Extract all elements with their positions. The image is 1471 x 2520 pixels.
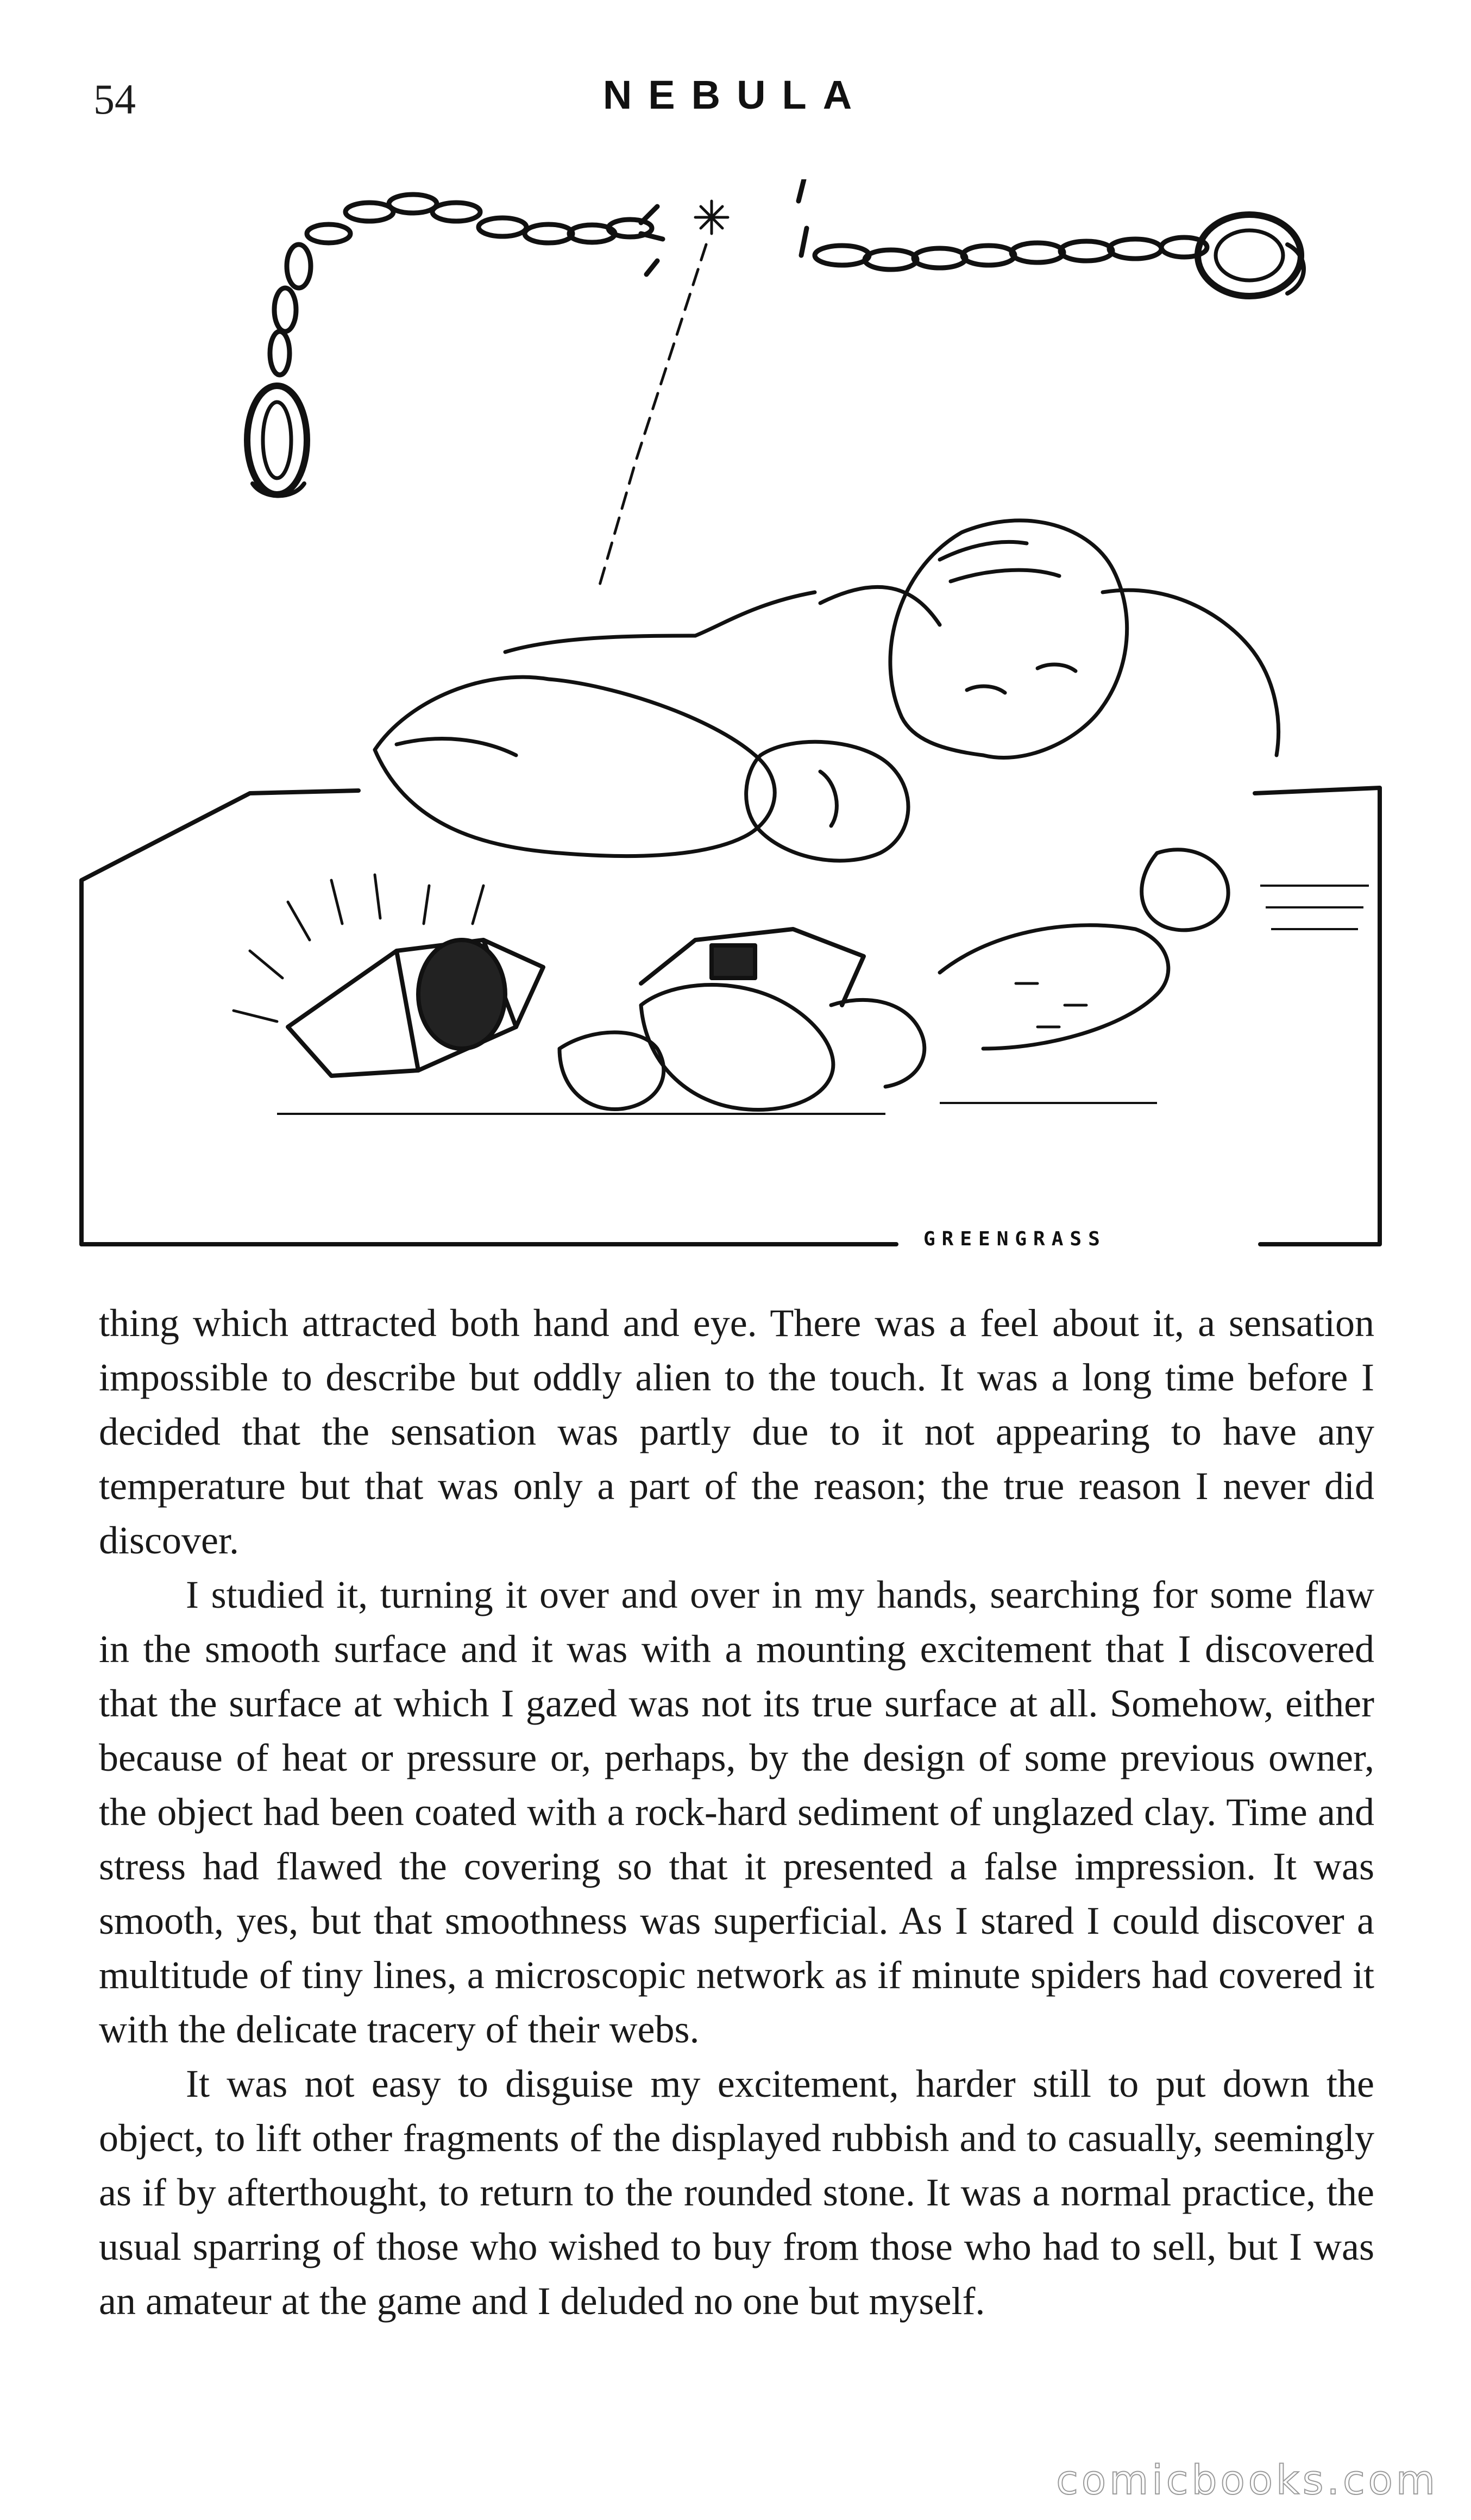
illustration — [71, 179, 1418, 1266]
running-title: NEBULA — [602, 72, 869, 117]
crystal-objects — [288, 929, 864, 1076]
frame-line — [1255, 788, 1380, 1244]
frame-line — [81, 791, 359, 1244]
right-chain — [799, 179, 1304, 296]
spark — [598, 201, 728, 592]
paragraph: It was not easy to disguise my excitement, harder still to put down the object, to lift other fragments of the displayed rubbish and to casually, seemingly as if by afterthought, to return to the rounded stone. It was a normal practice, the usual sparring of those who wished to buy from those who had to sell, but I was an amateur at the game and I deluded no one but myself. — [99, 2062, 1374, 2323]
illustration-drawing — [71, 179, 1418, 1266]
body-text — [99, 1296, 1374, 2328]
page-number: 54 — [93, 76, 136, 123]
left-chain — [247, 195, 663, 496]
radiating-lines — [234, 875, 1086, 1027]
artist-signature: GREENGRASS — [913, 1228, 1117, 1250]
paragraph: thing which attracted both hand and eye. There was a feel about it, a sensation impossible to describe but oddly alien to the touch. It was a long time before I decided that the sensation was partly due to it not appearing to have any temperature but that was only a part of the reason; the true reason I never did discover. — [99, 1301, 1374, 1562]
watermark: comicbooks.com — [1056, 2457, 1438, 2504]
paragraph: I studied it, turning it over and over in my hands, searching for some flaw in the smooth surface and it was with a mounting excitement that I discovered that the surface at which I gazed was not its true surface at all. Somehow, either because of heat or pressure or, perhaps, by the design of some previous owner, the object had been coated with a rock-hard sediment of unglazed clay. Time and stress had flawed the covering so that it presented a false impression. It was smooth, yes, but that smoothness was superficial. As I stared I could discover a multitude of tiny lines, a microscopic network as if minute spiders had covered it with the delicate tracery of their webs. — [99, 1573, 1374, 2051]
figure — [375, 521, 1278, 1110]
